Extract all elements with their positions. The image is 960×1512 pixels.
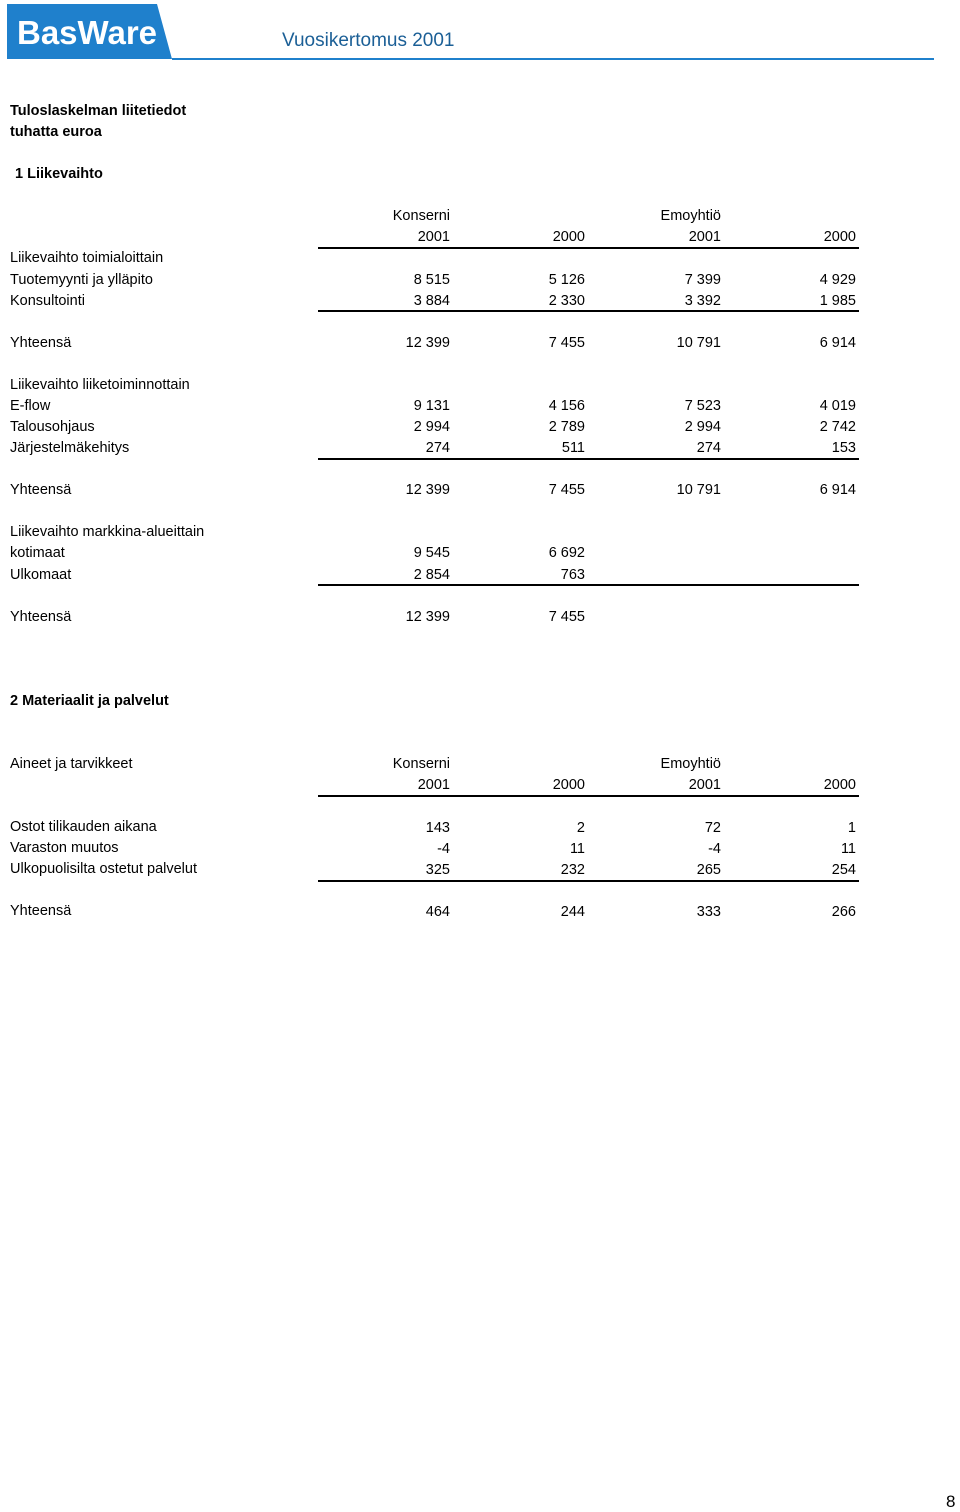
cell-value: 2 994	[684, 419, 721, 435]
year-header: 2001	[417, 777, 450, 793]
table-rule	[318, 310, 859, 312]
cell-value: 153	[831, 440, 856, 456]
cell-value: 2 994	[413, 419, 450, 435]
table-rule	[318, 880, 859, 882]
cell-value: 9 545	[413, 545, 450, 561]
cell-value: 325	[425, 862, 450, 878]
cell-value: 1	[847, 820, 856, 836]
cell-value: 2 789	[548, 419, 585, 435]
cell-value: 7 455	[548, 335, 585, 351]
row-label: Varaston muutos	[10, 840, 119, 856]
row-label: E-flow	[10, 398, 51, 414]
row-label: Yhteensä	[10, 482, 72, 498]
col-group-konserni: Konserni	[392, 208, 450, 224]
cell-value: 72	[704, 820, 721, 836]
cell-value: 1 985	[819, 293, 856, 309]
cell-value: 2	[576, 820, 585, 836]
cell-value: 4 156	[548, 398, 585, 414]
col-group-konserni: Konserni	[392, 756, 450, 772]
cell-value: 232	[560, 862, 585, 878]
row-label: Talousohjaus	[10, 419, 95, 435]
cell-value: 244	[560, 904, 585, 920]
cell-value: 4 019	[819, 398, 856, 414]
section-heading: Liikevaihto markkina-alueittain	[10, 524, 205, 540]
cell-value: 7 523	[684, 398, 721, 414]
row-label: Yhteensä	[10, 609, 72, 625]
row-label: Konsultointi	[10, 293, 85, 309]
cell-value: 7 455	[548, 482, 585, 498]
cell-value: -4	[708, 841, 721, 857]
cell-value: 274	[425, 440, 450, 456]
row-label: Ulkopuolisilta ostetut palvelut	[10, 861, 197, 877]
cell-value: 12 399	[405, 609, 450, 625]
section-heading: Aineet ja tarvikkeet	[10, 756, 133, 772]
col-group-emoyhtio: Emoyhtiö	[660, 208, 721, 224]
cell-value: 511	[561, 440, 585, 456]
cell-value: 9 131	[413, 398, 450, 414]
cell-value: 333	[696, 904, 721, 920]
section-heading: Liikevaihto liiketoiminnottain	[10, 377, 190, 393]
cell-value: 3 392	[684, 293, 721, 309]
table-rule	[318, 584, 859, 586]
row-label: Tuotemyynti ja ylläpito	[10, 272, 153, 288]
cell-value: 763	[560, 567, 585, 583]
doc-title: Tuloslaskelman liitetiedot	[10, 103, 187, 119]
col-group-emoyhtio: Emoyhtiö	[660, 756, 721, 772]
row-label: Yhteensä	[10, 903, 72, 919]
cell-value: 7 399	[684, 272, 721, 288]
cell-value: 12 399	[405, 482, 450, 498]
cell-value: 5 126	[548, 272, 585, 288]
cell-value: 8 515	[413, 272, 450, 288]
cell-value: 10 791	[676, 482, 721, 498]
year-header: 2001	[688, 777, 721, 793]
row-label: Yhteensä	[10, 335, 72, 351]
cell-value: 6 692	[548, 545, 585, 561]
cell-value: 6 914	[819, 335, 856, 351]
report-title: Vuosikertomus 2001	[282, 30, 455, 51]
basware-logo	[7, 4, 172, 59]
year-header: 2001	[688, 229, 721, 245]
cell-value: 2 742	[819, 419, 856, 435]
row-label: kotimaat	[10, 545, 65, 561]
doc-unit: tuhatta euroa	[10, 124, 102, 140]
cell-value: 6 914	[819, 482, 856, 498]
note1-heading: 1 Liikevaihto	[15, 166, 103, 182]
page-number: 8	[946, 1492, 956, 1511]
table-rule	[318, 458, 859, 460]
year-header: 2000	[552, 777, 585, 793]
section-heading: Liikevaihto toimialoittain	[10, 250, 164, 266]
cell-value: 2 854	[413, 567, 450, 583]
year-header: 2000	[552, 229, 585, 245]
cell-value: 274	[696, 440, 721, 456]
cell-value: 7 455	[548, 609, 585, 625]
cell-value: -4	[437, 841, 450, 857]
note2-heading: 2 Materiaalit ja palvelut	[10, 693, 169, 709]
row-label: Järjestelmäkehitys	[10, 440, 130, 456]
cell-value: 143	[425, 820, 450, 836]
header-divider	[172, 58, 934, 60]
row-label: Ostot tilikauden aikana	[10, 819, 157, 835]
year-header: 2000	[823, 777, 856, 793]
cell-value: 11	[840, 841, 856, 857]
cell-value: 10 791	[676, 335, 721, 351]
cell-value: 4 929	[819, 272, 856, 288]
cell-value: 266	[831, 904, 856, 920]
table-rule	[318, 795, 859, 797]
year-header: 2000	[823, 229, 856, 245]
cell-value: 464	[425, 904, 450, 920]
cell-value: 2 330	[548, 293, 585, 309]
cell-value: 3 884	[413, 293, 450, 309]
cell-value: 265	[696, 862, 721, 878]
table-rule	[318, 247, 859, 249]
logo-text: BasWare	[17, 14, 158, 51]
row-label: Ulkomaat	[10, 567, 72, 583]
year-header: 2001	[417, 229, 450, 245]
cell-value: 254	[831, 862, 856, 878]
cell-value: 12 399	[405, 335, 450, 351]
cell-value: 11	[569, 841, 585, 857]
